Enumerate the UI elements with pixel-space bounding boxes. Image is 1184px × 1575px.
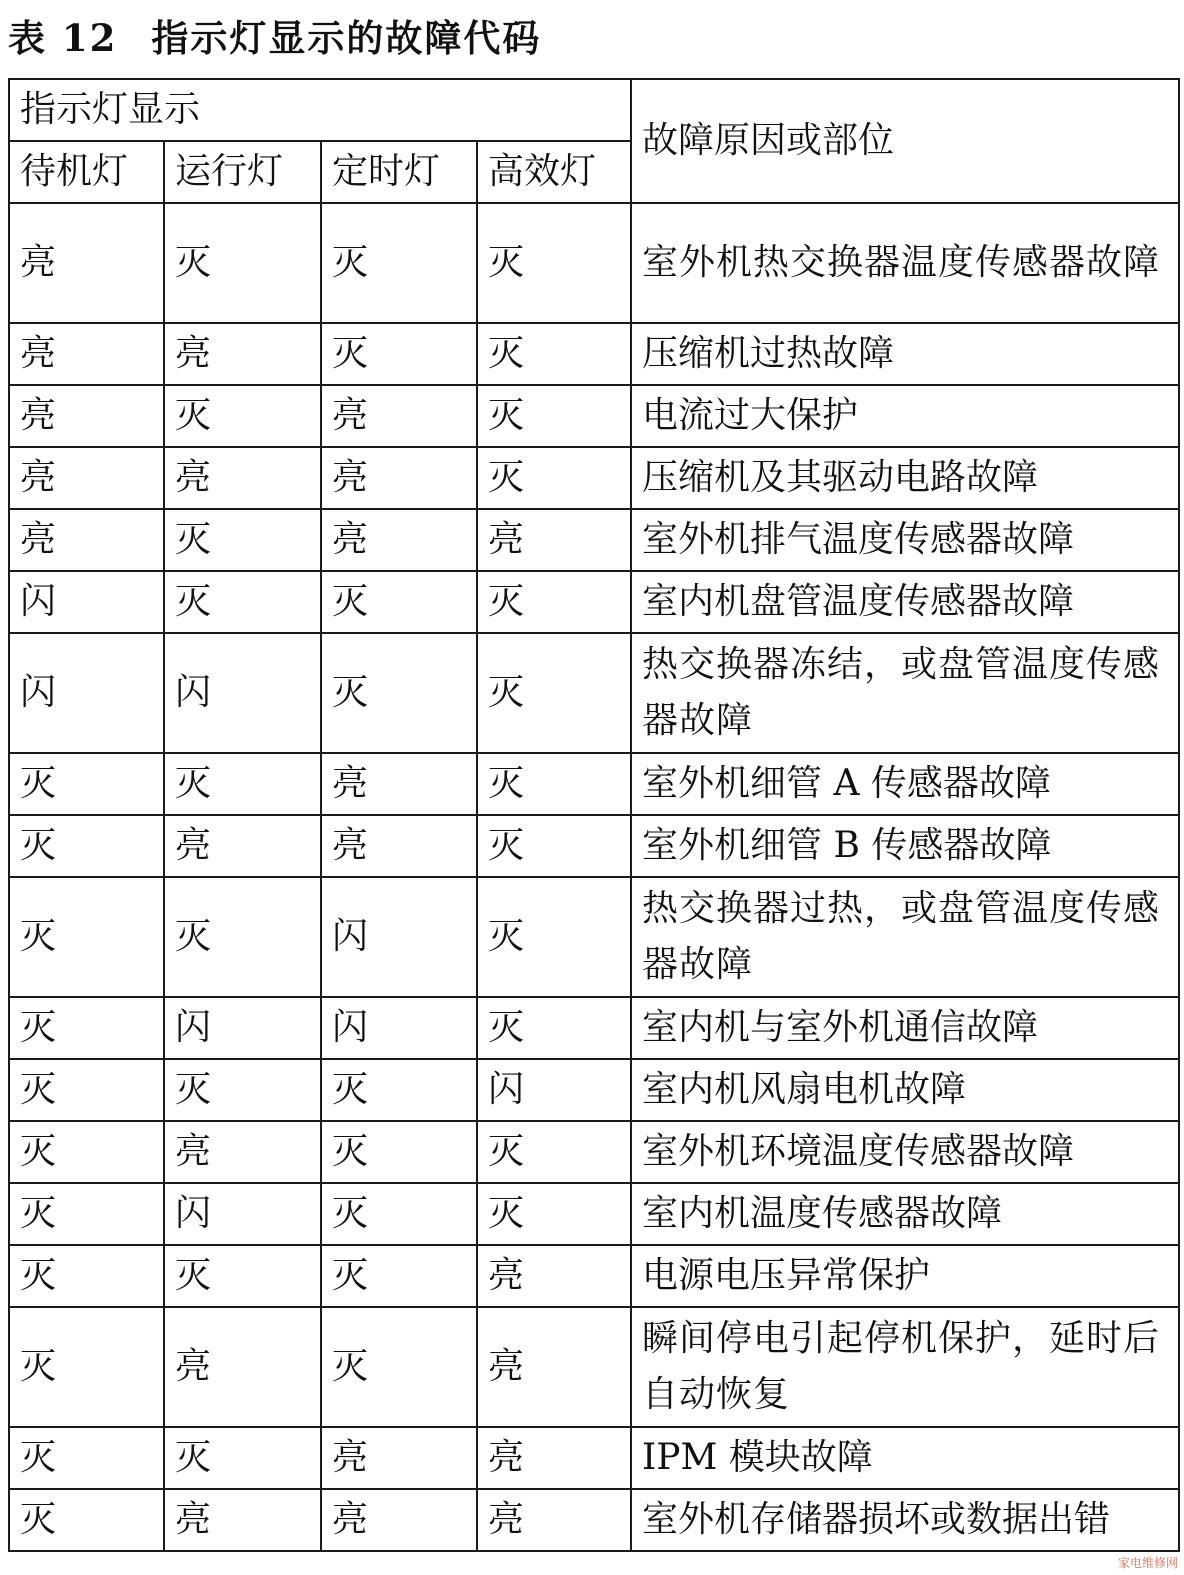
timer-light-state: 亮: [321, 1427, 477, 1489]
table-row: [9, 633, 1179, 753]
timer-light-state: 灭: [321, 203, 477, 323]
efficient-light-state: 灭: [477, 571, 631, 633]
timer-light-state: 灭: [321, 1307, 477, 1427]
run-light-state: 亮: [164, 815, 321, 877]
standby-light-state: 灭: [9, 753, 164, 815]
table-row: [9, 1121, 1179, 1183]
standby-light-state: 灭: [9, 877, 164, 997]
indicator-group-header: 指示灯显示: [9, 79, 631, 141]
table-row: [9, 1059, 1179, 1121]
efficient-light-state: 灭: [477, 1121, 631, 1183]
standby-light-state: 闪: [9, 571, 164, 633]
efficient-light-state: 闪: [477, 1059, 631, 1121]
watermark: 家电维修网: [1117, 1556, 1178, 1570]
timer-light-state: 灭: [321, 1183, 477, 1245]
efficient-light-state: 灭: [477, 323, 631, 385]
fault-cause: 压缩机过热故障: [631, 323, 1179, 385]
col-header-standby: 待机灯: [9, 141, 164, 203]
timer-light-state: 亮: [321, 1489, 477, 1551]
table-row: [9, 203, 1179, 323]
fault-cause: 电流过大保护: [631, 385, 1179, 447]
standby-light-state: 亮: [9, 323, 164, 385]
standby-light-state: 亮: [9, 385, 164, 447]
table-row: [9, 447, 1179, 509]
timer-light-state: 亮: [321, 509, 477, 571]
cause-column-header: 故障原因或部位: [631, 79, 1179, 203]
table-row: [9, 815, 1179, 877]
run-light-state: 亮: [164, 323, 321, 385]
fault-code-table: [8, 78, 1180, 1552]
timer-light-state: 闪: [321, 997, 477, 1059]
table-row: [9, 877, 1179, 997]
efficient-light-state: 灭: [477, 997, 631, 1059]
table-row: [9, 385, 1179, 447]
standby-light-state: 亮: [9, 447, 164, 509]
standby-light-state: 闪: [9, 633, 164, 753]
fault-cause: 室外机存储器损坏或数据出错: [631, 1489, 1179, 1551]
fault-cause: IPM 模块故障: [631, 1427, 1179, 1489]
efficient-light-state: 灭: [477, 877, 631, 997]
fault-cause: 室外机细管 A 传感器故障: [631, 753, 1179, 815]
run-light-state: 灭: [164, 753, 321, 815]
timer-light-state: 灭: [321, 633, 477, 753]
fault-cause: 热交换器冻结，或盘管温度传感器故障: [631, 633, 1179, 753]
run-light-state: 灭: [164, 1245, 321, 1307]
timer-light-state: 灭: [321, 571, 477, 633]
table-title: 指示灯显示的故障代码: [151, 16, 542, 60]
col-header-timer: 定时灯: [321, 141, 477, 203]
timer-light-state: 闪: [321, 877, 477, 997]
run-light-state: 闪: [164, 633, 321, 753]
efficient-light-state: 灭: [477, 203, 631, 323]
table-row: [9, 509, 1179, 571]
fault-cause: 室内机与室外机通信故障: [631, 997, 1179, 1059]
standby-light-state: 灭: [9, 1059, 164, 1121]
standby-light-state: 灭: [9, 815, 164, 877]
fault-cause: 室外机细管 B 传感器故障: [631, 815, 1179, 877]
run-light-state: 灭: [164, 1427, 321, 1489]
table-row: [9, 1245, 1179, 1307]
fault-cause: 室外机排气温度传感器故障: [631, 509, 1179, 571]
timer-light-state: 亮: [321, 753, 477, 815]
run-light-state: 亮: [164, 1121, 321, 1183]
timer-light-state: 亮: [321, 815, 477, 877]
run-light-state: 闪: [164, 1183, 321, 1245]
efficient-light-state: 灭: [477, 1183, 631, 1245]
fault-cause: 室内机温度传感器故障: [631, 1183, 1179, 1245]
standby-light-state: 灭: [9, 1245, 164, 1307]
fault-cause: 电源电压异常保护: [631, 1245, 1179, 1307]
standby-light-state: 灭: [9, 1307, 164, 1427]
timer-light-state: 亮: [321, 385, 477, 447]
table-caption: [8, 10, 541, 66]
standby-light-state: 灭: [9, 997, 164, 1059]
run-light-state: 亮: [164, 447, 321, 509]
run-light-state: 灭: [164, 203, 321, 323]
run-light-state: 闪: [164, 997, 321, 1059]
fault-cause: 瞬间停电引起停机保护，延时后自动恢复: [631, 1307, 1179, 1427]
table-row: [9, 1489, 1179, 1551]
fault-cause: 热交换器过热，或盘管温度传感器故障: [631, 877, 1179, 997]
efficient-light-state: 灭: [477, 385, 631, 447]
fault-cause: 室外机热交换器温度传感器故障: [631, 203, 1179, 323]
efficient-light-state: 灭: [477, 633, 631, 753]
timer-light-state: 灭: [321, 323, 477, 385]
table-number: 表 12: [8, 16, 118, 60]
table-row: [9, 1307, 1179, 1427]
col-header-efficient: 高效灯: [477, 141, 631, 203]
run-light-state: 灭: [164, 1059, 321, 1121]
fault-cause: 室内机盘管温度传感器故障: [631, 571, 1179, 633]
fault-cause: 室内机风扇电机故障: [631, 1059, 1179, 1121]
standby-light-state: 灭: [9, 1427, 164, 1489]
col-header-run: 运行灯: [164, 141, 321, 203]
efficient-light-state: 亮: [477, 1427, 631, 1489]
efficient-light-state: 灭: [477, 447, 631, 509]
run-light-state: 灭: [164, 571, 321, 633]
fault-cause: 室外机环境温度传感器故障: [631, 1121, 1179, 1183]
fault-cause: 压缩机及其驱动电路故障: [631, 447, 1179, 509]
standby-light-state: 灭: [9, 1183, 164, 1245]
standby-light-state: 灭: [9, 1489, 164, 1551]
standby-light-state: 亮: [9, 203, 164, 323]
table-row: [9, 753, 1179, 815]
efficient-light-state: 亮: [477, 1489, 631, 1551]
run-light-state: 灭: [164, 385, 321, 447]
table-row: [9, 571, 1179, 633]
header-row-group: [9, 79, 1179, 141]
run-light-state: 灭: [164, 509, 321, 571]
efficient-light-state: 亮: [477, 509, 631, 571]
timer-light-state: 灭: [321, 1121, 477, 1183]
table-row: [9, 323, 1179, 385]
timer-light-state: 灭: [321, 1245, 477, 1307]
table-row: [9, 1183, 1179, 1245]
efficient-light-state: 灭: [477, 815, 631, 877]
efficient-light-state: 灭: [477, 753, 631, 815]
table-row: [9, 997, 1179, 1059]
standby-light-state: 亮: [9, 509, 164, 571]
table-row: [9, 1427, 1179, 1489]
standby-light-state: 灭: [9, 1121, 164, 1183]
efficient-light-state: 亮: [477, 1245, 631, 1307]
run-light-state: 亮: [164, 1489, 321, 1551]
timer-light-state: 灭: [321, 1059, 477, 1121]
run-light-state: 灭: [164, 877, 321, 997]
run-light-state: 亮: [164, 1307, 321, 1427]
efficient-light-state: 亮: [477, 1307, 631, 1427]
timer-light-state: 亮: [321, 447, 477, 509]
